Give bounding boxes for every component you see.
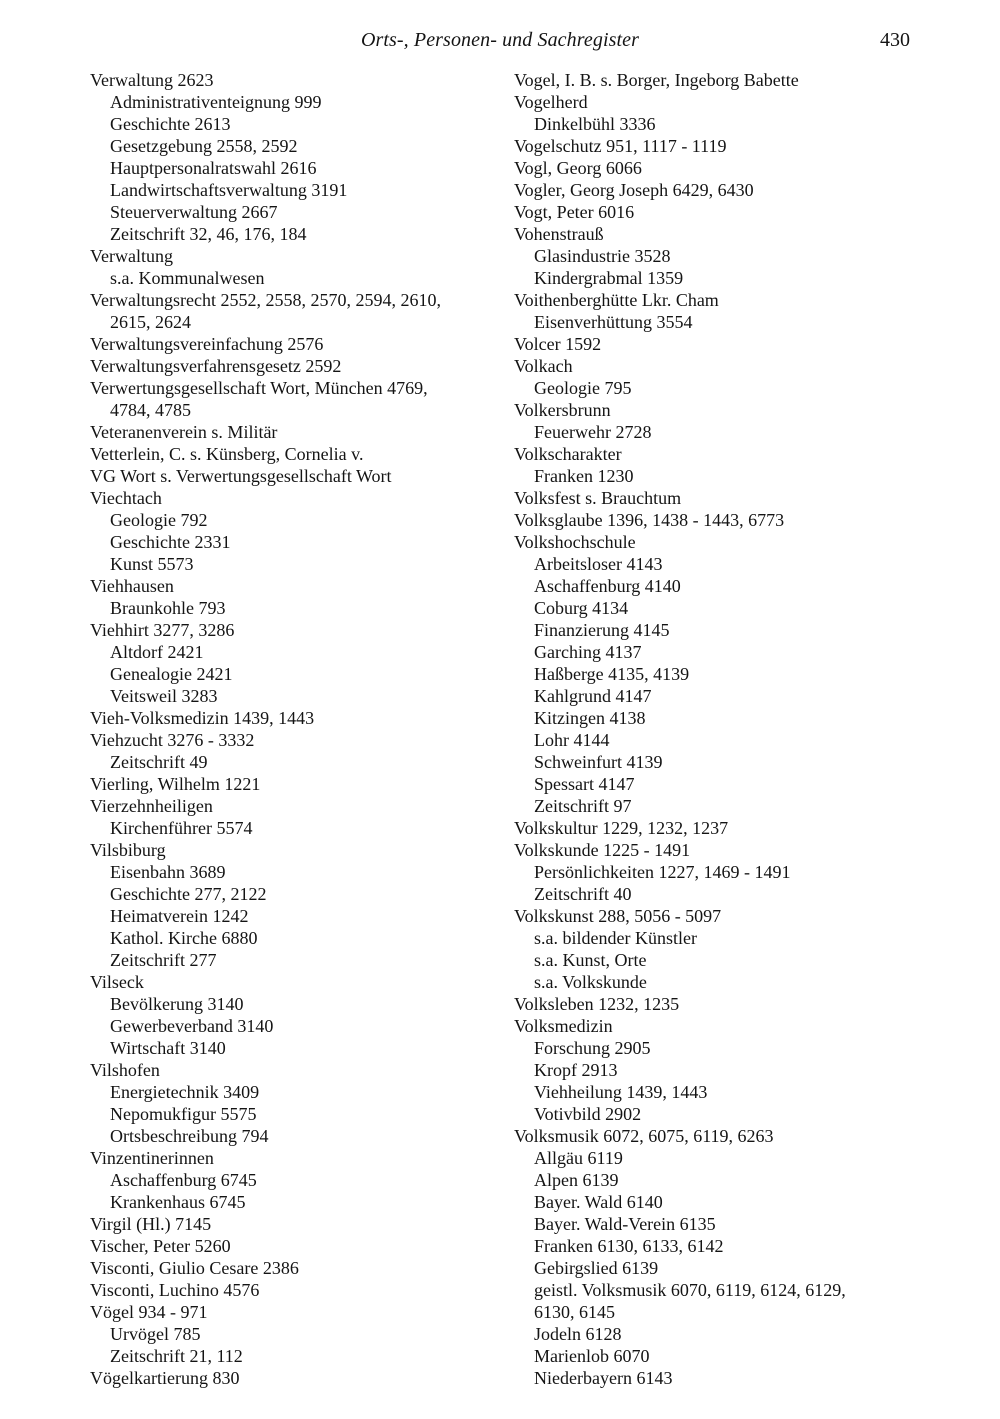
index-subentry: 4784, 4785	[110, 400, 191, 420]
index-column-right	[514, 69, 934, 1389]
index-subentry: Franken 6130, 6133, 6142	[534, 1236, 724, 1256]
index-subentry: s.a. bildender Künstler	[534, 928, 697, 948]
index-entry: Verwaltungsverfahrensgesetz 2592	[90, 356, 342, 376]
index-entry: Vetterlein, C. s. Künsberg, Cornelia v.	[90, 444, 364, 464]
index-entry: Volksleben 1232, 1235	[514, 994, 680, 1014]
index-subentry: Altdorf 2421	[110, 642, 204, 662]
index-subentry: Gesetzgebung 2558, 2592	[110, 136, 298, 156]
index-subentry: Garching 4137	[534, 642, 642, 662]
index-subentry: Eisenverhüttung 3554	[534, 312, 693, 332]
page-number: 430	[880, 29, 910, 51]
index-entry: VG Wort s. Verwertungsgesellschaft Wort	[90, 466, 392, 486]
index-entry: Viehhirt 3277, 3286	[90, 620, 235, 640]
index-subentry: Alpen 6139	[534, 1170, 619, 1190]
index-subentry: Viehheilung 1439, 1443	[534, 1082, 708, 1102]
index-subentry: Bevölkerung 3140	[110, 994, 244, 1014]
index-entry: Veteranenverein s. Militär	[90, 422, 278, 442]
index-subentry: Zeitschrift 40	[534, 884, 632, 904]
index-entry: Vogelherd	[514, 92, 588, 112]
index-entry: Vohenstrauß	[514, 224, 604, 244]
index-subentry: Geschichte 277, 2122	[110, 884, 267, 904]
index-subentry: Zeitschrift 21, 112	[110, 1346, 243, 1366]
index-subentry: Energietechnik 3409	[110, 1082, 260, 1102]
index-subentry: Kindergrabmal 1359	[534, 268, 684, 288]
index-subentry: Aschaffenburg 4140	[534, 576, 681, 596]
running-head	[90, 24, 910, 56]
index-entry: Volkach	[514, 356, 573, 376]
index-subentry: Eisenbahn 3689	[110, 862, 226, 882]
index-subentry: Votivbild 2902	[534, 1104, 642, 1124]
index-subentry: Geologie 792	[110, 510, 208, 530]
index-entry: Visconti, Luchino 4576	[90, 1280, 260, 1300]
index-subentry: Heimatverein 1242	[110, 906, 249, 926]
index-subentry: Kahlgrund 4147	[534, 686, 652, 706]
index-subentry: Hauptpersonalratswahl 2616	[110, 158, 317, 178]
index-entry: Vischer, Peter 5260	[90, 1236, 231, 1256]
index-entry: Viehhausen	[90, 576, 174, 596]
index-subentry: Zeitschrift 49	[110, 752, 208, 772]
index-subentry: Landwirtschaftsverwaltung 3191	[110, 180, 348, 200]
index-entry: Vogler, Georg Joseph 6429, 6430	[514, 180, 754, 200]
index-entry: Visconti, Giulio Cesare 2386	[90, 1258, 299, 1278]
index-entry: Verwaltungsrecht 2552, 2558, 2570, 2594, 2610,	[90, 290, 441, 310]
index-column-left	[90, 69, 510, 1389]
index-subentry: Lohr 4144	[534, 730, 610, 750]
index-subentry: Bayer. Wald-Verein 6135	[534, 1214, 716, 1234]
index-entry: Volkskunst 288, 5056 - 5097	[514, 906, 722, 926]
index-entry: Vieh-Volksmedizin 1439, 1443	[90, 708, 315, 728]
index-subentry: Geologie 795	[534, 378, 632, 398]
index-subentry: Forschung 2905	[534, 1038, 651, 1058]
index-subentry: Glasindustrie 3528	[534, 246, 671, 266]
index-entry: Vilsbiburg	[90, 840, 166, 860]
index-subentry: Ortsbeschreibung 794	[110, 1126, 269, 1146]
index-subentry: Geschichte 2331	[110, 532, 231, 552]
index-subentry: Finanzierung 4145	[534, 620, 670, 640]
index-subentry: Zeitschrift 277	[110, 950, 217, 970]
index-entry: Vinzentinerinnen	[90, 1148, 214, 1168]
index-subentry: Spessart 4147	[534, 774, 635, 794]
index-entry: Vogelschutz 951, 1117 - 1119	[514, 136, 727, 156]
index-subentry: Kunst 5573	[110, 554, 194, 574]
index-subentry: Kirchenführer 5574	[110, 818, 253, 838]
index-entry: Vögelkartierung 830	[90, 1368, 240, 1388]
index-subentry: Kropf 2913	[534, 1060, 618, 1080]
index-subentry: Franken 1230	[534, 466, 634, 486]
index-entry: Voithenberghütte Lkr. Cham	[514, 290, 719, 310]
index-subentry: Arbeitsloser 4143	[534, 554, 663, 574]
index-subentry: Jodeln 6128	[534, 1324, 622, 1344]
index-subentry: s.a. Kommunalwesen	[110, 268, 265, 288]
index-subentry: Niederbayern 6143	[534, 1368, 673, 1388]
index-entry: Volksglaube 1396, 1438 - 1443, 6773	[514, 510, 785, 530]
index-subentry: Persönlichkeiten 1227, 1469 - 1491	[534, 862, 791, 882]
page-title: Orts-, Personen- und Sachregister	[360, 29, 640, 51]
index-subentry: Bayer. Wald 6140	[534, 1192, 663, 1212]
index-entry: Vogt, Peter 6016	[514, 202, 635, 222]
index-subentry: Schweinfurt 4139	[534, 752, 663, 772]
index-subentry: Zeitschrift 97	[534, 796, 632, 816]
index-entry: Vogel, I. B. s. Borger, Ingeborg Babette	[514, 70, 799, 90]
index-entry: Volcer 1592	[514, 334, 602, 354]
index-entry: Volkersbrunn	[514, 400, 611, 420]
index-subentry: Geschichte 2613	[110, 114, 231, 134]
index-subentry: 2615, 2624	[110, 312, 191, 332]
index-entry: Volkscharakter	[514, 444, 622, 464]
index-subentry: s.a. Kunst, Orte	[534, 950, 647, 970]
index-entry: Virgil (Hl.) 7145	[90, 1214, 212, 1234]
index-entry: Vierzehnheiligen	[90, 796, 213, 816]
index-subentry: Coburg 4134	[534, 598, 629, 618]
index-subentry: Genealogie 2421	[110, 664, 233, 684]
index-entry: Volksmedizin	[514, 1016, 613, 1036]
index-entry: Vögel 934 - 971	[90, 1302, 208, 1322]
index-entry: Volksmusik 6072, 6075, 6119, 6263	[514, 1126, 774, 1146]
index-subentry: Zeitschrift 32, 46, 176, 184	[110, 224, 307, 244]
index-subentry: 6130, 6145	[534, 1302, 615, 1322]
index-entry: Vilshofen	[90, 1060, 160, 1080]
index-entry: Volkshochschule	[514, 532, 636, 552]
index-subentry: Haßberge 4135, 4139	[534, 664, 690, 684]
index-subentry: Dinkelbühl 3336	[534, 114, 656, 134]
index-entry: Viehzucht 3276 - 3332	[90, 730, 255, 750]
index-subentry: s.a. Volkskunde	[534, 972, 647, 992]
index-entry: Vierling, Wilhelm 1221	[90, 774, 261, 794]
index-entry: Viechtach	[90, 488, 162, 508]
index-subentry: Nepomukfigur 5575	[110, 1104, 257, 1124]
index-subentry: Urvögel 785	[110, 1324, 201, 1344]
index-subentry: Administrativenteignung 999	[110, 92, 322, 112]
index-subentry: Feuerwehr 2728	[534, 422, 652, 442]
index-entry: Verwaltung 2623	[90, 70, 214, 90]
index-subentry: Krankenhaus 6745	[110, 1192, 246, 1212]
index-subentry: Steuerverwaltung 2667	[110, 202, 278, 222]
index-entry: Volkskultur 1229, 1232, 1237	[514, 818, 729, 838]
index-subentry: Aschaffenburg 6745	[110, 1170, 257, 1190]
index-subentry: Gebirgslied 6139	[534, 1258, 659, 1278]
index-entry: Volkskunde 1225 - 1491	[514, 840, 691, 860]
index-entry: Volksfest s. Brauchtum	[514, 488, 682, 508]
index-entry: Verwaltung	[90, 246, 173, 266]
index-entry: Verwaltungsvereinfachung 2576	[90, 334, 324, 354]
index-subentry: Kitzingen 4138	[534, 708, 646, 728]
index-subentry: Allgäu 6119	[534, 1148, 623, 1168]
index-subentry: Braunkohle 793	[110, 598, 226, 618]
index-subentry: geistl. Volksmusik 6070, 6119, 6124, 6129,	[534, 1280, 846, 1300]
index-entry: Vilseck	[90, 972, 144, 992]
index-subentry: Gewerbeverband 3140	[110, 1016, 274, 1036]
index-subentry: Marienlob 6070	[534, 1346, 650, 1366]
index-subentry: Wirtschaft 3140	[110, 1038, 226, 1058]
index-subentry: Veitsweil 3283	[110, 686, 218, 706]
index-entry: Vogl, Georg 6066	[514, 158, 642, 178]
index-entry: Verwertungsgesellschaft Wort, München 4769,	[90, 378, 428, 398]
index-subentry: Kathol. Kirche 6880	[110, 928, 258, 948]
